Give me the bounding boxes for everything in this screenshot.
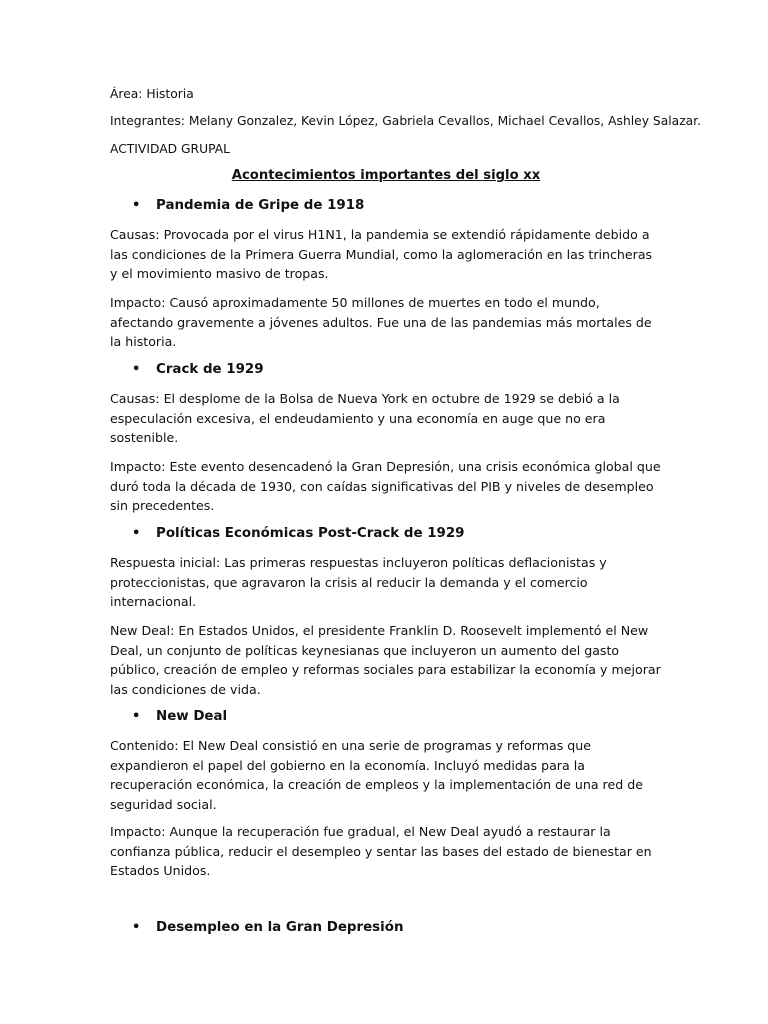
section-heading-text: Crack de 1929	[156, 362, 264, 377]
bullet-icon: •	[132, 920, 141, 935]
bullet-icon: •	[132, 709, 141, 724]
section-heading-text: Políticas Económicas Post-Crack de 1929	[156, 526, 465, 541]
paragraph-pandemia-causas: Causas: Provocada por el virus H1N1, la pandemia se extendió rápidamente debido a las condiciones de la Primera Guerra Mundial, como la aglomeración en las trincheras y el movimiento masivo de tropas.	[110, 227, 653, 281]
members-line: Integrantes: Melany Gonzalez, Kevin López, Gabriela Cevallos, Michael Cevallos, Ashley Salazar.	[110, 114, 702, 128]
bullet-icon: •	[132, 198, 141, 213]
activity-line: ACTIVIDAD GRUPAL	[110, 142, 230, 156]
section-heading-text: New Deal	[156, 709, 228, 724]
paragraph-pandemia-impacto: Impacto: Causó aproximadamente 50 millones de muertes en todo el mundo, afectando gravemente a jóvenes adultos. Fue una de las pandemias más mortales de la historia.	[110, 295, 652, 349]
section-heading-text: Pandemia de Gripe de 1918	[156, 198, 365, 213]
paragraph-crack-causas: Causas: El desplome de la Bolsa de Nueva York en octubre de 1929 se debió a la especulación excesiva, el endeudamiento y una economía en auge que no era sostenible.	[110, 391, 620, 445]
paragraph-newdeal-impacto: Impacto: Aunque la recuperación fue gradual, el New Deal ayudó a restaurar la confianza pública, reducir el desempleo y sentar las bases del estado de bienestar en Estados Unidos.	[110, 824, 652, 878]
bullet-icon: •	[132, 526, 141, 541]
bullet-icon: •	[132, 362, 141, 377]
paragraph-politicas-newdeal: New Deal: En Estados Unidos, el presidente Franklin D. Roosevelt implementó el New Deal, un conjunto de políticas keynesianas que incluyeron un aumento del gasto público, creación de empleo y reformas sociales para estabilizar la economía y mejorar las condiciones de vida.	[110, 623, 661, 697]
paragraph-crack-impacto: Impacto: Este evento desencadenó la Gran Depresión, una crisis económica global que duró toda la década de 1930, con caídas significativas del PIB y niveles de desempleo sin precedentes.	[110, 459, 661, 513]
paragraph-politicas-respuesta: Respuesta inicial: Las primeras respuestas incluyeron políticas deflacionistas y proteccionistas, que agravaron la crisis al reducir la demanda y el comercio internacional.	[110, 555, 607, 609]
area-line: Área: Historia	[110, 87, 194, 101]
paragraph-newdeal-contenido: Contenido: El New Deal consistió en una serie de programas y reformas que expandieron el papel del gobierno en la economía. Incluyó medidas para la recuperación económica, la creación de empleos y la implementación de una red de seguridad social.	[110, 738, 643, 812]
section-heading-text: Desempleo en la Gran Depresión	[156, 920, 404, 935]
document-title: Acontecimientos importantes del siglo xx	[231, 168, 541, 183]
